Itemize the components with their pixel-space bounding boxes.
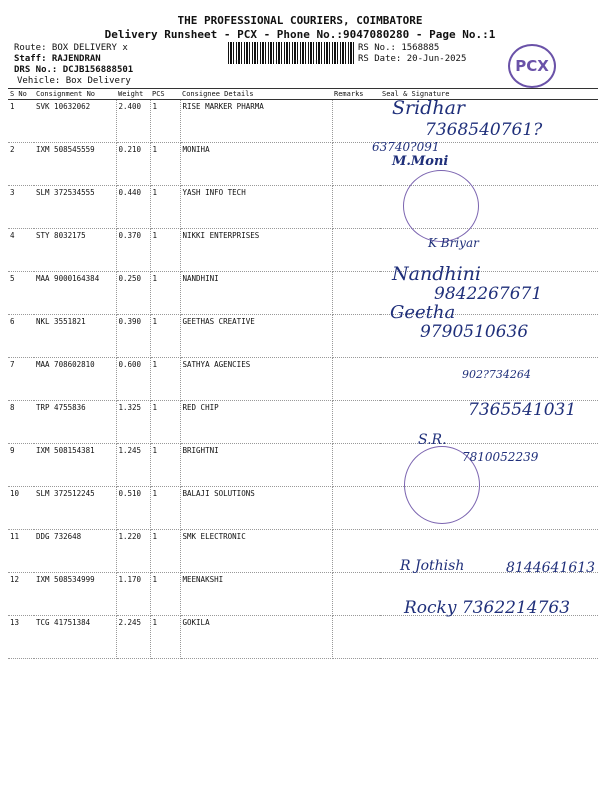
cell-remarks: [332, 530, 380, 573]
cell-pcs: 1: [150, 315, 180, 358]
cell-pcs: 1: [150, 401, 180, 444]
cell-consignee: NIKKI ENTERPRISES: [180, 229, 332, 272]
table-row: [8, 487, 598, 530]
cell-consignment: TCG 41751384: [34, 616, 116, 659]
col-header-consignment: Consignment No: [34, 89, 116, 100]
cell-weight: 0.390: [116, 315, 150, 358]
table-row: [8, 143, 598, 186]
cell-pcs: 1: [150, 444, 180, 487]
cell-sno: 1: [8, 100, 34, 143]
cell-consignment: SVK 10632062: [34, 100, 116, 143]
cell-consignment: SLM 372512245: [34, 487, 116, 530]
signature-5-phone: 9842267671: [434, 284, 543, 304]
cell-remarks: [332, 573, 380, 616]
signature-6-phone: 9790510636: [420, 322, 529, 342]
signature-1: Sridhar: [392, 97, 465, 119]
cell-seal-signature: [380, 616, 598, 659]
cell-pcs: 1: [150, 358, 180, 401]
cell-pcs: 1: [150, 616, 180, 659]
signature-2: M.Moni: [392, 154, 449, 169]
cell-remarks: [332, 229, 380, 272]
cell-weight: 1.325: [116, 401, 150, 444]
cell-consignee: BRIGHTNI: [180, 444, 332, 487]
table-header-row: [8, 89, 598, 100]
cell-pcs: 1: [150, 573, 180, 616]
signature-2-phone: 63740?091: [372, 140, 440, 154]
rs-number: RS No.: 1568885: [358, 43, 440, 53]
cell-sno: 8: [8, 401, 34, 444]
cell-pcs: 1: [150, 100, 180, 143]
cell-remarks: [332, 401, 380, 444]
cell-sno: 3: [8, 186, 34, 229]
cell-consignment: IXM 508154381: [34, 444, 116, 487]
cell-sno: 2: [8, 143, 34, 186]
cell-remarks: [332, 186, 380, 229]
signature-4: K Briyar: [428, 236, 479, 250]
cell-sno: 6: [8, 315, 34, 358]
cell-sno: 5: [8, 272, 34, 315]
table-row: [8, 229, 598, 272]
cell-consignment: TRP 4755836: [34, 401, 116, 444]
cell-weight: 2.245: [116, 616, 150, 659]
cell-consignee: MONIHA: [180, 143, 332, 186]
cell-consignment: STY 8032175: [34, 229, 116, 272]
cell-weight: 0.210: [116, 143, 150, 186]
cell-consignment: NKL 3551821: [34, 315, 116, 358]
vehicle-info: Vehicle: Box Delivery: [17, 76, 131, 86]
cell-remarks: [332, 100, 380, 143]
pcx-stamp-text: PCX: [515, 57, 549, 75]
signature-7-phone: 902?734264: [462, 368, 531, 381]
cell-weight: 0.600: [116, 358, 150, 401]
cell-remarks: [332, 616, 380, 659]
cell-weight: 0.510: [116, 487, 150, 530]
cell-pcs: 1: [150, 143, 180, 186]
company-seal-3: [403, 170, 479, 242]
cell-pcs: 1: [150, 186, 180, 229]
cell-consignee: RED CHIP: [180, 401, 332, 444]
cell-remarks: [332, 272, 380, 315]
col-header-consignee: Consignee Details: [180, 89, 332, 100]
cell-sno: 10: [8, 487, 34, 530]
cell-sno: 12: [8, 573, 34, 616]
table-row: [8, 616, 598, 659]
cell-weight: 2.400: [116, 100, 150, 143]
cell-remarks: [332, 315, 380, 358]
cell-sno: 7: [8, 358, 34, 401]
cell-pcs: 1: [150, 229, 180, 272]
signature-5: Nandhini: [392, 263, 481, 285]
cell-weight: 0.370: [116, 229, 150, 272]
signature-9-phone: 7810052239: [462, 450, 539, 464]
cell-consignee: GOKILA: [180, 616, 332, 659]
pcx-stamp: [508, 44, 556, 88]
col-header-seal-signature: Seal & Signature: [380, 89, 598, 100]
signature-9: S.R.: [418, 432, 447, 448]
signature-12-phone: 8144641613: [506, 560, 596, 576]
signature-12: R Jothish: [400, 558, 465, 574]
cell-consignee: GEETHAS CREATIVE: [180, 315, 332, 358]
cell-sno: 11: [8, 530, 34, 573]
col-header-weight: Weight: [116, 89, 150, 100]
barcode: [228, 42, 356, 64]
route-info: Route: BOX DELIVERY x: [14, 43, 128, 53]
cell-consignment: SLM 372534555: [34, 186, 116, 229]
signature-8-phone: 7365541031: [468, 400, 577, 420]
runsheet-subtitle: Delivery Runsheet - PCX - Phone No.:9047080280 - Page No.:1: [104, 28, 496, 41]
cell-weight: 1.245: [116, 444, 150, 487]
rs-date: RS Date: 20-Jun-2025: [358, 54, 467, 64]
cell-consignment: MAA 708602810: [34, 358, 116, 401]
cell-consignee: SATHYA AGENCIES: [180, 358, 332, 401]
signature-13: Rocky 7362214763: [404, 598, 571, 618]
cell-sno: 13: [8, 616, 34, 659]
cell-pcs: 1: [150, 487, 180, 530]
cell-consignee: NANDHINI: [180, 272, 332, 315]
cell-consignee: SMK ELECTRONIC: [180, 530, 332, 573]
cell-sno: 4: [8, 229, 34, 272]
cell-remarks: [332, 487, 380, 530]
cell-pcs: 1: [150, 272, 180, 315]
company-title: THE PROFESSIONAL COURIERS, COIMBATORE: [177, 14, 423, 27]
cell-sno: 9: [8, 444, 34, 487]
cell-consignee: YASH INFO TECH: [180, 186, 332, 229]
cell-weight: 0.250: [116, 272, 150, 315]
drs-info: DRS No.: DCJB156888501: [14, 65, 134, 75]
cell-consignment: IXM 508545559: [34, 143, 116, 186]
cell-consignment: IXM 508534999: [34, 573, 116, 616]
cell-remarks: [332, 444, 380, 487]
cell-weight: 0.440: [116, 186, 150, 229]
cell-consignment: DDG 732648: [34, 530, 116, 573]
signature-1-phone: 7368540761?: [425, 120, 543, 140]
cell-pcs: 1: [150, 530, 180, 573]
cell-remarks: [332, 358, 380, 401]
table-row: [8, 186, 598, 229]
col-header-remarks: Remarks: [332, 89, 380, 100]
col-header-sno: S No: [8, 89, 34, 100]
cell-consignment: MAA 9000164384: [34, 272, 116, 315]
signature-6: Geetha: [390, 302, 456, 323]
cell-weight: 1.220: [116, 530, 150, 573]
col-header-pcs: PCS: [150, 89, 180, 100]
cell-weight: 1.170: [116, 573, 150, 616]
cell-consignee: BALAJI SOLUTIONS: [180, 487, 332, 530]
staff-info: Staff: RAJENDRAN: [14, 54, 101, 64]
cell-consignee: RISE MARKER PHARMA: [180, 100, 332, 143]
cell-consignee: MEENAKSHI: [180, 573, 332, 616]
